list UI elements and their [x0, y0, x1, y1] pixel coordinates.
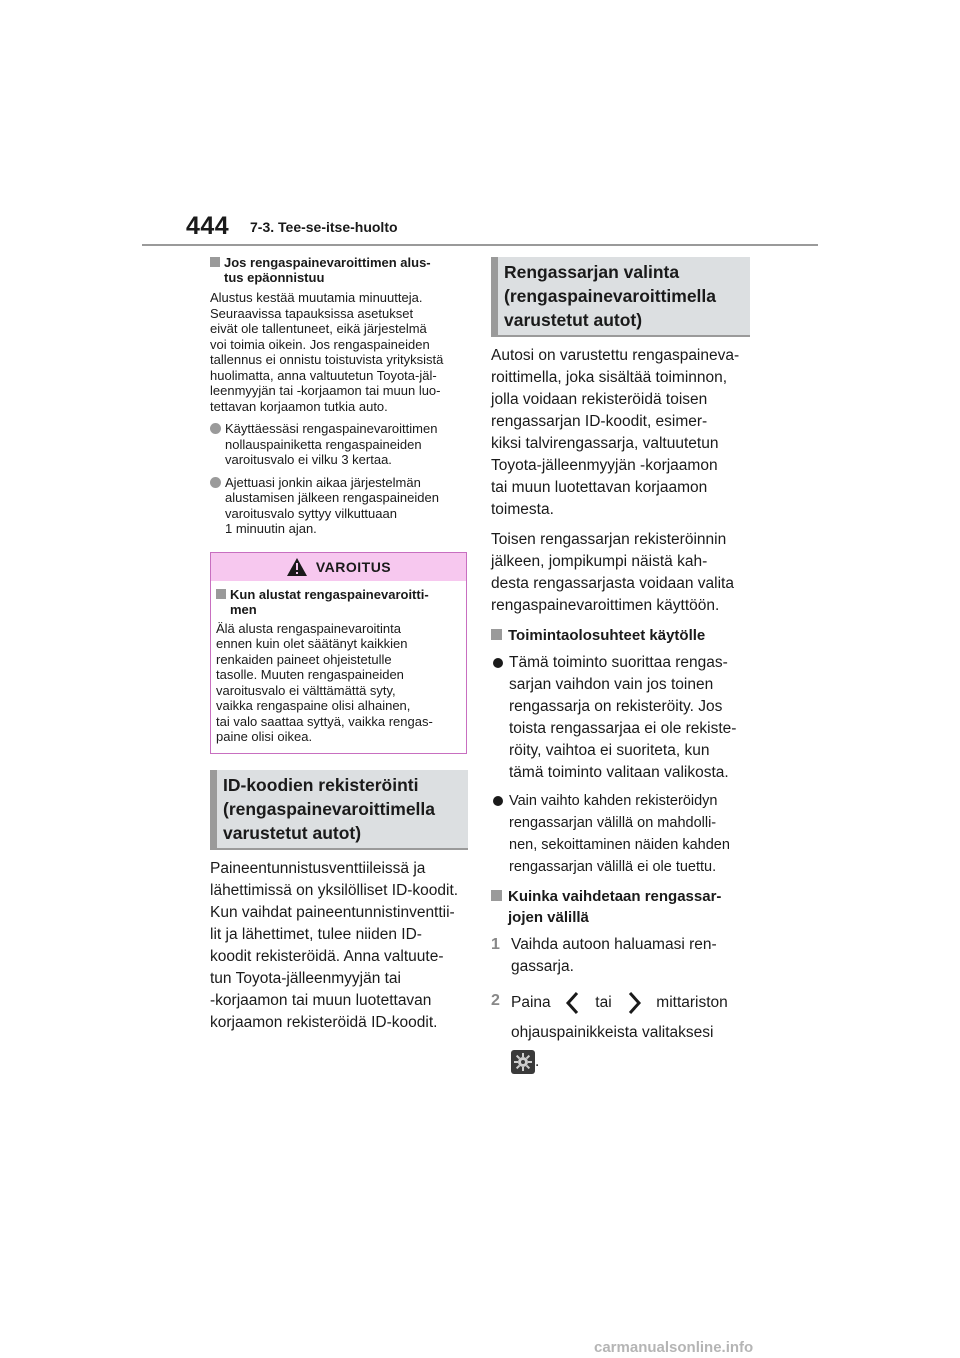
- warning-heading: [216, 587, 460, 617]
- settings-gear-icon: [511, 1050, 535, 1074]
- text-line: Ajettuasi jonkin aikaa järjestelmän: [225, 474, 421, 490]
- warning-body: [211, 581, 466, 753]
- text-line: nen, sekoittaminen näiden kahden: [509, 837, 730, 853]
- text-line: Toyota-jälleenmyyjän -korjaamon: [491, 457, 718, 474]
- right-column: [491, 257, 750, 1074]
- text-line: Käyttäessäsi rengaspainevaroittimen: [225, 421, 438, 436]
- round-bullet-icon: [493, 658, 503, 668]
- text-line: Paineentunnistusventtiileissä ja: [210, 859, 426, 877]
- heading-text: jojen välillä: [508, 909, 589, 926]
- text-line: tai muun luotettavan korjaamon: [491, 479, 708, 496]
- id-registration-text: [210, 858, 468, 1034]
- text-line: desta rengassarjasta voidaan valita: [491, 575, 734, 592]
- text-line: varoitusvalo ei vilku 3 kertaa.: [225, 452, 392, 467]
- text-line: toista rengassarjaa ei ole rekiste-: [509, 720, 737, 737]
- text-line: tallennus ei onnistu toistuvista yrityksistä: [210, 352, 444, 367]
- warning-triangle-icon: [286, 557, 308, 577]
- heading-text: Kuinka vaihdetaan rengassar-: [508, 888, 722, 905]
- text-line: rengassarjan välillä ei ole tuettu.: [509, 859, 717, 875]
- chevron-right-icon: [622, 990, 646, 1016]
- step-number: 1: [491, 936, 500, 953]
- text-line: jolla voidaan rekisteröidä toisen: [491, 391, 708, 408]
- text-line: Toisen rengassarjan rekisteröinnin: [491, 531, 727, 548]
- step-number: 2: [491, 992, 500, 1009]
- bullet-item: [491, 790, 750, 878]
- fail-heading: [210, 255, 468, 285]
- section-title: 7-3. Tee-se-itse-huolto: [250, 219, 398, 235]
- header-rule: [142, 244, 818, 246]
- text-line: lähettimissä on yksilölliset ID-koodit.: [210, 881, 459, 899]
- text-line: vaikka rengaspaine olisi alhainen,: [216, 698, 411, 713]
- text-line: sarjan vaihdon vain jos toinen: [509, 676, 714, 693]
- text-word: Paina: [511, 994, 551, 1012]
- fail-text: [210, 290, 468, 414]
- text-line: renkaiden paineet ohjeistetulle: [216, 651, 392, 667]
- text-word: tai: [595, 994, 612, 1012]
- text-line: leenmyyjän tai -korjaamon tai muun luo-: [210, 383, 441, 398]
- text-line: varoitusvalo syttyy vilkuttuaan: [225, 505, 397, 521]
- conditions-heading: [491, 625, 750, 646]
- warning-header: [211, 553, 466, 581]
- text-line: rengassarja on rekisteröity. Jos: [509, 698, 723, 715]
- text-line: 1 minuutin ajan.: [225, 521, 317, 536]
- text-line: rengassarjan ID-koodit, esimer-: [491, 413, 708, 430]
- page-number: 444: [186, 212, 230, 240]
- text-line: -korjaamon tai muun luotettavan: [210, 991, 432, 1009]
- square-bullet-icon: [210, 257, 220, 267]
- round-bullet-icon: [493, 796, 503, 806]
- section-heading-line: (rengaspainevaroittimella: [223, 798, 436, 819]
- bullet-item: [210, 421, 468, 468]
- text-line: voi toimia oikein. Jos rengaspaineiden: [210, 336, 430, 352]
- text-line: rengassarjan välillä on mahdolli-: [509, 815, 717, 831]
- text-line: tämä toiminto valitaan valikosta.: [509, 764, 729, 781]
- warning-label: VAROITUS: [315, 558, 392, 575]
- chevron-left-icon: [561, 990, 585, 1016]
- heading-text: Toimintaolosuhteet käytölle: [508, 627, 706, 644]
- text-line: Kun vaihdat paineentunnistinventtii-: [210, 903, 455, 921]
- text-line: röity, vaihtoa ei suoriteta, kun: [509, 742, 710, 759]
- text-line: tasolle. Muuten rengaspaineiden: [216, 667, 404, 682]
- warning-box: [210, 552, 467, 754]
- text-line: ennen kuin olet säätänyt kaikkien: [216, 636, 408, 651]
- square-bullet-icon: [491, 629, 502, 640]
- text-line: kiksi talvirengassarja, valtuutetun: [491, 435, 719, 452]
- step-1: [491, 934, 750, 978]
- bullet-item: [210, 475, 468, 537]
- text-line: Tämä toiminto suorittaa rengas-: [509, 654, 728, 671]
- text-line: Vain vaihto kahden rekisteröidyn: [509, 793, 718, 809]
- warning-text: [216, 621, 460, 745]
- text-line: Autosi on varustettu rengaspaineva-: [491, 347, 740, 364]
- section-heading-line: Rengassarjan valinta: [504, 262, 680, 282]
- square-bullet-icon: [491, 890, 502, 901]
- how-to-heading: [491, 886, 750, 928]
- warning-heading-line: men: [230, 601, 257, 617]
- text-line: gassarja.: [511, 958, 574, 975]
- watermark: carmanualsonline.info: [594, 1339, 754, 1356]
- text-line: roittimella, joka sisältää toiminnon,: [491, 369, 728, 386]
- step-2: [491, 990, 750, 1074]
- text-line: alustamisen jälkeen rengaspaineiden: [225, 490, 439, 505]
- text-line: nollauspainiketta rengaspaineiden: [225, 436, 422, 452]
- text-word: mittariston: [656, 994, 728, 1012]
- text-line: huolimatta, anna valtuutetun Toyota-jäl-: [210, 367, 437, 383]
- section-heading-line: varustetut autot): [223, 822, 362, 843]
- text-line: Alustus kestää muutamia minuutteja.: [210, 290, 423, 305]
- square-bullet-icon: [216, 589, 226, 599]
- tire-set-section-header: [491, 257, 750, 337]
- text-line: jälkeen, jompikumpi näistä kah-: [491, 553, 708, 570]
- warning-heading-line: Kun alustat rengaspainevaroitti-: [230, 586, 429, 602]
- text-line: Seuraavissa tapauksissa asetukset: [210, 305, 414, 321]
- fail-heading-line: tus epäonnistuu: [224, 270, 325, 285]
- section-heading-line: (rengaspainevaroittimella: [504, 286, 717, 306]
- text-line: [511, 990, 728, 1016]
- round-bullet-icon: [210, 477, 221, 488]
- fail-heading-line: Jos rengaspainevaroittimen alus-: [224, 255, 431, 270]
- text-line: lit ja lähettimet, tulee niiden ID-: [210, 925, 422, 943]
- text-line: toimesta.: [491, 501, 554, 518]
- text-line: [511, 1050, 728, 1074]
- left-column: [210, 255, 468, 1034]
- text-line: tun Toyota-jälleenmyyjän tai: [210, 969, 401, 987]
- text-word: .: [535, 1053, 540, 1071]
- text-line: korjaamon rekisteröidä ID-koodit.: [210, 1013, 438, 1031]
- text-line: koodit rekisteröidä. Anna valtuute-: [210, 947, 444, 965]
- text-line: rengaspainevaroittimen käyttöön.: [491, 597, 720, 614]
- text-line: Älä alusta rengaspainevaroitinta: [216, 620, 402, 636]
- bullet-item: [491, 652, 750, 784]
- section-heading-line: varustetut autot): [504, 310, 643, 330]
- text-line: ohjauspainikkeista valitaksesi: [511, 1024, 714, 1041]
- text-line: tettavan korjaamon tutkia auto.: [210, 398, 388, 414]
- paragraph: [491, 345, 750, 521]
- text-line: varoitusvalo ei välttämättä syty,: [216, 682, 396, 698]
- id-registration-section-header: [210, 770, 468, 850]
- text-line: paine olisi oikea.: [216, 729, 313, 744]
- round-bullet-icon: [210, 423, 221, 434]
- paragraph: [491, 529, 750, 617]
- text-line: tai valo saattaa syttyä, vaikka rengas-: [216, 713, 433, 729]
- section-heading-line: ID-koodien rekisteröinti: [223, 774, 419, 795]
- text-line: Vaihda autoon haluamasi ren-: [511, 936, 717, 953]
- text-line: eivät ole tallentuneet, eikä järjestelmä: [210, 321, 427, 336]
